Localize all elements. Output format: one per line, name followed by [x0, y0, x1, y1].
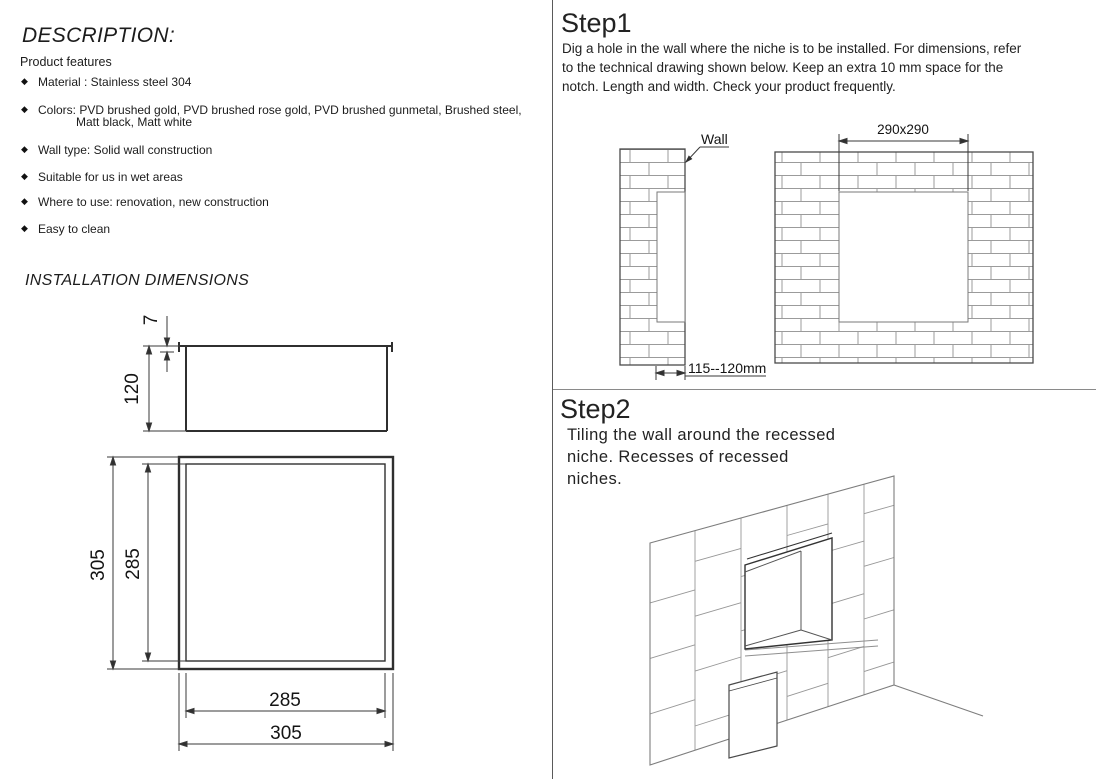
side-view-dimension-lines: [143, 316, 187, 431]
diamond-bullet-icon: ◆: [21, 171, 28, 181]
step1-body-line2: to the technical drawing shown below. Keep an extra 10 mm space for the: [562, 60, 1004, 75]
step1-wall-side-view: [620, 149, 685, 365]
dim-outer-width: 305: [270, 723, 302, 744]
diamond-bullet-icon: ◆: [21, 196, 28, 206]
recessed-niche: [745, 533, 878, 656]
dim-body-depth: 120: [122, 373, 143, 405]
diamond-bullet-icon: ◆: [21, 223, 28, 233]
diamond-bullet-icon: ◆: [21, 104, 28, 114]
feature-text: Suitable for us in wet areas: [38, 170, 183, 184]
wall-label-group: [685, 131, 729, 163]
feature-text-line2: Matt black, Matt white: [76, 115, 193, 129]
diamond-bullet-icon: ◆: [21, 76, 28, 86]
dim-inner-height: 285: [123, 548, 144, 580]
front-view-dimension-lines: [107, 457, 393, 751]
side-view-body: [179, 342, 392, 431]
side-view-drawing: [95, 300, 405, 440]
installation-dimensions-title: INSTALLATION DIMENSIONS: [25, 272, 250, 289]
step2-body-line2: niche. Recesses of recessed: [567, 448, 789, 466]
step2-title: Step2: [560, 394, 631, 424]
step2-body-line3: niches.: [567, 470, 623, 488]
diamond-bullet-icon: ◆: [21, 144, 28, 154]
description-title: DESCRIPTION:: [22, 24, 175, 47]
dim-lip-depth: 7: [141, 314, 162, 326]
dim-inner-width: 285: [269, 690, 301, 711]
step2-drawing: [630, 460, 1000, 775]
loose-tile: [729, 672, 777, 758]
step1-body-line1: Dig a hole in the wall where the niche is to be installed. For dimensions, refer: [562, 41, 1022, 56]
step1-body-line3: notch. Length and width. Check your product frequently.: [562, 79, 896, 94]
feature-text: Easy to clean: [38, 222, 111, 236]
front-view-drawing: [90, 450, 410, 760]
feature-text: Colors: PVD brushed gold, PVD brushed rose gold, PVD brushed gunmetal, Brushed steel,: [38, 103, 522, 117]
feature-text: Where to use: renovation, new construction: [38, 195, 269, 209]
step1-wall-front-view: [775, 152, 1033, 363]
wall-label: Wall: [701, 131, 728, 147]
feature-text: Wall type: Solid wall construction: [38, 143, 213, 157]
step-divider-line: [553, 389, 1096, 390]
dim-wall-thickness: 115--120mm: [688, 360, 767, 376]
dim-outer-height: 305: [88, 549, 109, 581]
dim-hole-size: 290x290: [877, 122, 929, 137]
floor-corner-line: [894, 685, 983, 716]
step1-title: Step1: [561, 8, 632, 38]
product-features-label: Product features: [20, 55, 112, 69]
feature-text: Material : Stainless steel 304: [38, 75, 192, 89]
front-view-frames: [179, 457, 393, 669]
step2-body-line1: Tiling the wall around the recessed: [567, 426, 836, 444]
step1-drawing: [600, 118, 1080, 386]
